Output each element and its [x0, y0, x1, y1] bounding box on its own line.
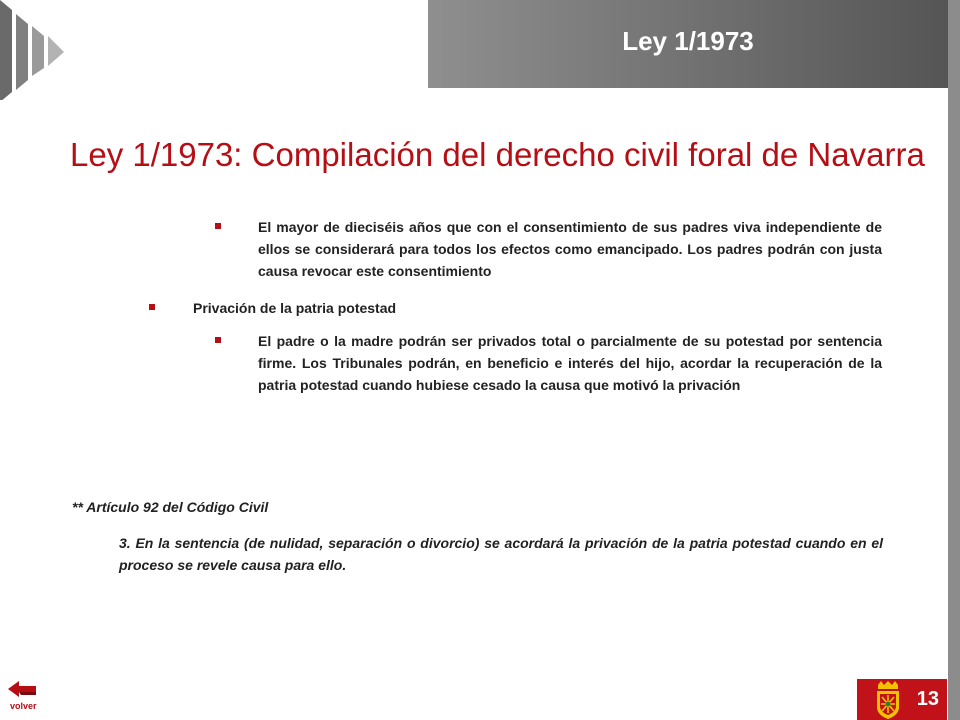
back-label: volver — [10, 701, 37, 711]
navarra-crest-icon — [871, 681, 905, 719]
right-edge-bar — [948, 0, 960, 720]
list-item-text: Privación de la patria potestad — [193, 300, 397, 316]
list-item-text: El padre o la madre podrán ser privados total o parcialmente de su potestad por sentencia firme. Los Tribunales podrán, en beneficio e interés del hijo, acordar la recuperación de la patria potestad cuando hubiese cesado la causa que motivó la privación — [258, 333, 882, 393]
bullet-square-icon — [149, 304, 155, 310]
list-item — [258, 216, 882, 282]
header-band — [428, 0, 948, 88]
list-item — [193, 297, 817, 319]
bullet-square-icon — [215, 223, 221, 229]
page-title: Ley 1/1973: Compilación del derecho civil foral de Navarra — [70, 136, 925, 173]
list-item — [258, 330, 882, 396]
back-arrow-icon — [8, 680, 38, 698]
back-button[interactable] — [6, 680, 42, 714]
logo-bars-icon — [0, 0, 70, 100]
page-number: 13 — [916, 688, 939, 710]
page-number-box — [857, 679, 947, 720]
list-item-text: El mayor de dieciséis años que con el consentimiento de sus padres viva independiente de ellos se considerará para todos los efectos como emancipado. Los padres podrán con justa causa revocar este consentimiento — [258, 219, 882, 279]
note-title: ** Artículo 92 del Código Civil — [72, 499, 269, 515]
header-title: Ley 1/1973 — [622, 26, 754, 56]
bullet-square-icon — [215, 337, 221, 343]
note-body: 3. En la sentencia (de nulidad, separación o divorcio) se acordará la privación de la patria potestad cuando en el proceso se revele causa para ello. — [119, 535, 883, 573]
